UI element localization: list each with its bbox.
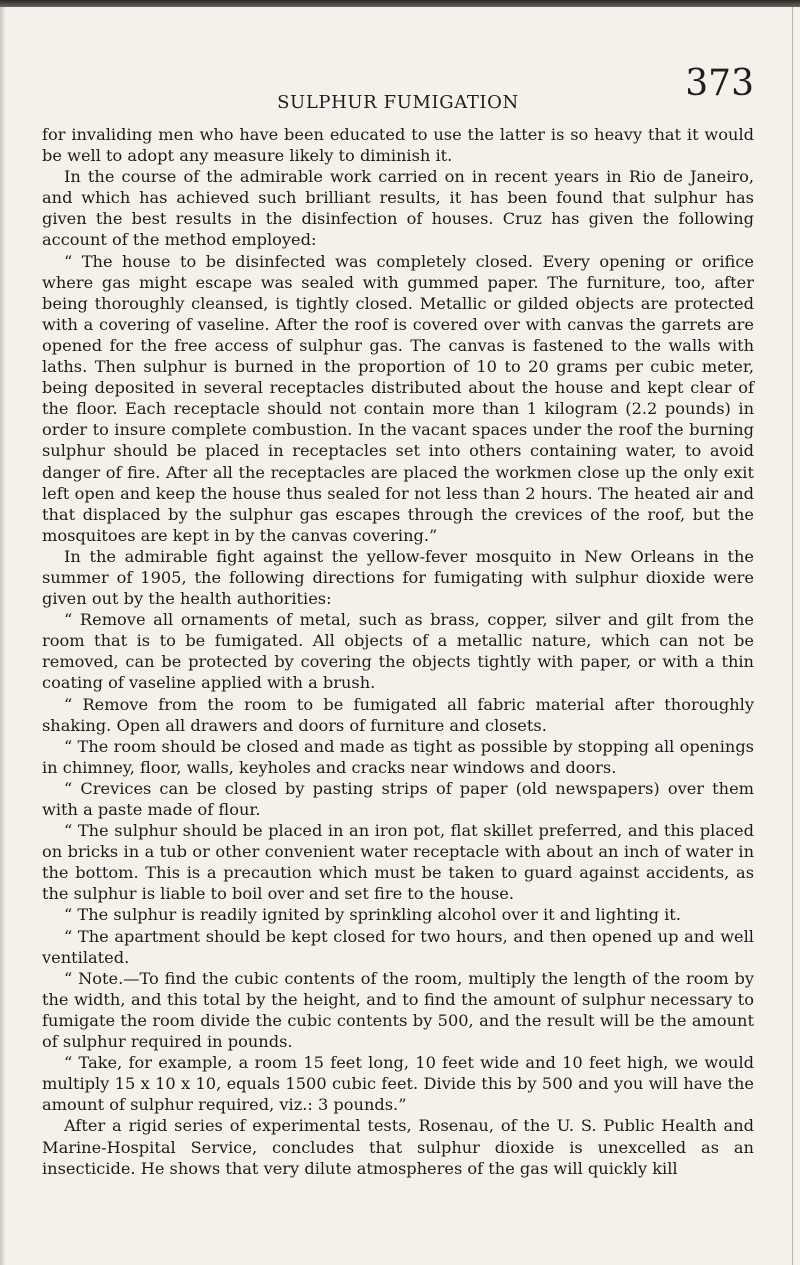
page-gutter-shadow	[0, 7, 6, 1265]
page-body	[42, 124, 754, 1179]
page-top-edge	[0, 0, 800, 7]
running-title: SULPHUR FUMIGATION	[277, 92, 519, 113]
paragraph-directions-ignite: “ The sulphur is readily ignited by sprinkling alcohol over it and lighting it.	[64, 905, 681, 925]
paragraph-directions-ventilate: “ The apartment should be kept closed for two hours, and then opened up and well ventilated.	[42, 926, 754, 967]
paragraph-cruz-quote: “ The house to be disinfected was completely closed. Every opening or orifice where gas might escape was sealed with gummed paper. The furniture, too, after being thoroughly cleansed, is tightly closed. Metallic or gilded objects are protected with a covering of vaseline. After the roof is covered over with canvas the garrets are opened for the free access of sulphur gas. The canvas is fastened to the walls with laths. Then sulphur is burned in the proportion of 10 to 20 grams per cubic meter, being deposited in several receptacles distributed about the house and kept clear of the floor. Each receptacle should not contain more than 1 kilogram (2.2 pounds) in order to insure complete combustion. In the vacant spaces under the roof the burning sulphur should be placed in receptacles set into others containing water, to avoid danger of fire. After all the receptacles are placed the workmen close up the only exit left open and keep the house thus sealed for not less than 2 hours. The heated air and that displaced by the sulphur gas escapes through the crevices of the roof, but the mosquitoes are kept in by the canvas covering.”	[42, 251, 754, 545]
paragraph-directions-iron-pot: “ The sulphur should be placed in an iron pot, flat skillet preferred, and this placed on bricks in a tub or other convenient water receptacle with about an inch of water in the bottom. This is a precaution which must be taken to guard against accidents, as the sulphur is liable to boil over and set fire to the house.	[42, 821, 754, 904]
paragraph-directions-example: “ Take, for example, a room 15 feet long, 10 feet wide and 10 feet high, we would multiply 15 x 10 x 10, equals 1500 cubic feet. Divide this by 500 and you will have the amount of sulphur required, viz.: 3 pounds.”	[42, 1053, 754, 1115]
paragraph-directions-crevices: “ Crevices can be closed by pasting strips of paper (old newspapers) over them with a paste made of flour.	[42, 778, 754, 819]
paragraph-new-orleans-intro: In the admirable fight against the yellow-fever mosquito in New Orleans in the summer of 1905, the following directions for fumigating with sulphur dioxide were given out by the health authorities:	[42, 546, 754, 609]
paragraph-directions-close-room: “ The room should be closed and made as tight as possible by stopping all openings in chimney, floor, walls, keyholes and cracks near windows and doors.	[42, 736, 754, 777]
paragraph-directions-note: “ Note.—To find the cubic contents of the room, multiply the length of the room by the width, and this total by the height, and to find the amount of sulphur necessary to fumigate the room divide the cubic contents by 500, and the result will be the amount of sulphur required in pounds.	[42, 968, 754, 1052]
page-right-edge	[792, 7, 793, 1265]
paragraph-directions-metal: “ Remove all ornaments of metal, such as brass, copper, silver and gilt from the room that is to be fumigated. All objects of a metallic nature, which can not be removed, can be protected by covering the objects tightly with paper, or with a thin coating of vaseline applied with a brush.	[42, 610, 754, 693]
page-number: 373	[685, 63, 754, 104]
paragraph-continuation: for invaliding men who have been educated to use the latter is so heavy that it would be well to adopt any measure likely to diminish it.	[42, 125, 754, 166]
paragraph-rio-intro: In the course of the admirable work carried on in recent years in Rio de Janeiro, and which has achieved such brilliant results, it has been found that sulphur has given the best results in the disinfection of houses. Cruz has given the following account of the method employed:	[42, 167, 754, 250]
paragraph-rosenau: After a rigid series of experimental tests, Rosenau, of the U. S. Public Health and Marine-Hospital Service, concludes that sulphur dioxide is unexcelled as an insecticide. He shows that very dilute atmospheres of the gas will quickly kill	[42, 1116, 754, 1178]
paragraph-directions-fabric: “ Remove from the room to be fumigated all fabric material after thoroughly shaking. Open all drawers and doors of furniture and closets.	[42, 694, 754, 735]
page-header	[42, 64, 754, 112]
